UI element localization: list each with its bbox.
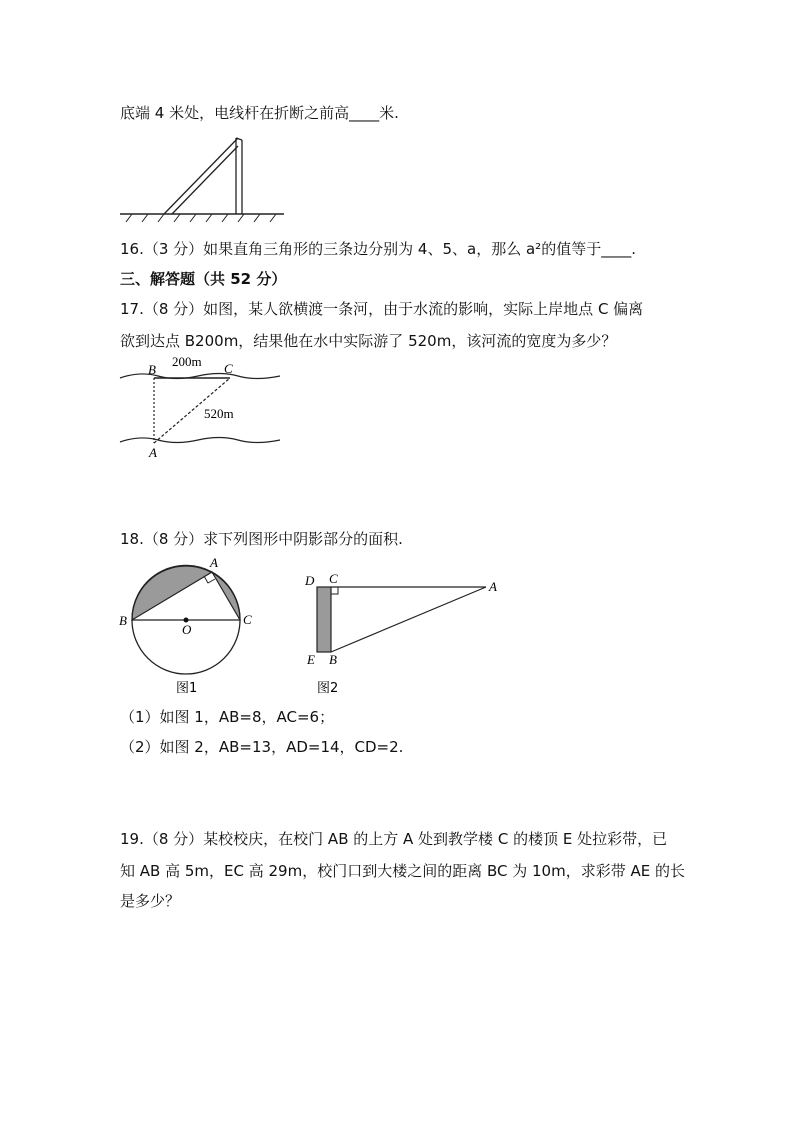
q18-figure1	[116, 554, 262, 700]
label-B: B	[148, 362, 156, 377]
caption-fig2: 图2	[317, 681, 339, 696]
label-B: B	[119, 613, 127, 628]
q19-line3: 是多少？	[120, 892, 181, 910]
label-C: C	[224, 361, 233, 376]
q17-river-figure	[118, 356, 288, 460]
label-200m: 200m	[172, 356, 202, 369]
shaded-segment-AC	[212, 572, 240, 620]
label-E: E	[307, 652, 315, 667]
label-520m: 520m	[204, 406, 234, 421]
q18-figure2	[300, 570, 500, 700]
q15-text: 底端 4 米处，电线杆在折断之前高____米.	[120, 104, 399, 122]
river-bank-bottom	[120, 438, 280, 443]
q18-title: 18.（8 分）求下列图形中阴影部分的面积.	[120, 530, 403, 548]
q18-part1: （1）如图 1，AB=8，AC=6；	[120, 708, 335, 726]
q15-broken-pole-figure	[118, 136, 288, 224]
q17-line2: 欲到达点 B200m，结果他在水中实际游了 520m，该河流的宽度为多少？	[120, 332, 617, 350]
label-D: D	[305, 573, 315, 588]
q16-text: 16.（3 分）如果直角三角形的三条边分别为 4、5、a，那么 a²的值等于____.	[120, 240, 636, 258]
standing-pole	[236, 138, 242, 214]
label-B: B	[329, 652, 337, 667]
label-C: C	[243, 612, 252, 627]
segment-BA	[331, 587, 486, 652]
label-A: A	[210, 555, 218, 570]
section-heading: 三、解答题（共 52 分）	[120, 270, 287, 288]
label-C: C	[329, 571, 338, 586]
shaded-rectangle	[317, 587, 331, 652]
shaded-segment-AB	[132, 565, 212, 620]
label-A: A	[149, 445, 157, 460]
right-angle-mark	[204, 576, 215, 583]
q19-line1: 19.（8 分）某校校庆，在校门 AB 的上方 A 处到教学楼 C 的楼顶 E 处拉彩带，已	[120, 830, 668, 848]
right-angle-mark	[331, 587, 338, 594]
label-O: O	[182, 622, 192, 637]
label-A: A	[489, 579, 497, 594]
broken-part	[164, 138, 238, 214]
q18-part2: （2）如图 2，AB=13，AD=14，CD=2.	[120, 738, 404, 756]
q19-line2: 知 AB 高 5m，EC 高 29m，校门口到大楼之间的距离 BC 为 10m，求彩带 AE 的长	[120, 862, 685, 880]
ground-hatch	[126, 214, 276, 222]
caption-fig1: 图1	[176, 681, 198, 696]
q17-line1: 17.（8 分）如图，某人欲横渡一条河，由于水流的影响，实际上岸地点 C 偏离	[120, 300, 644, 318]
